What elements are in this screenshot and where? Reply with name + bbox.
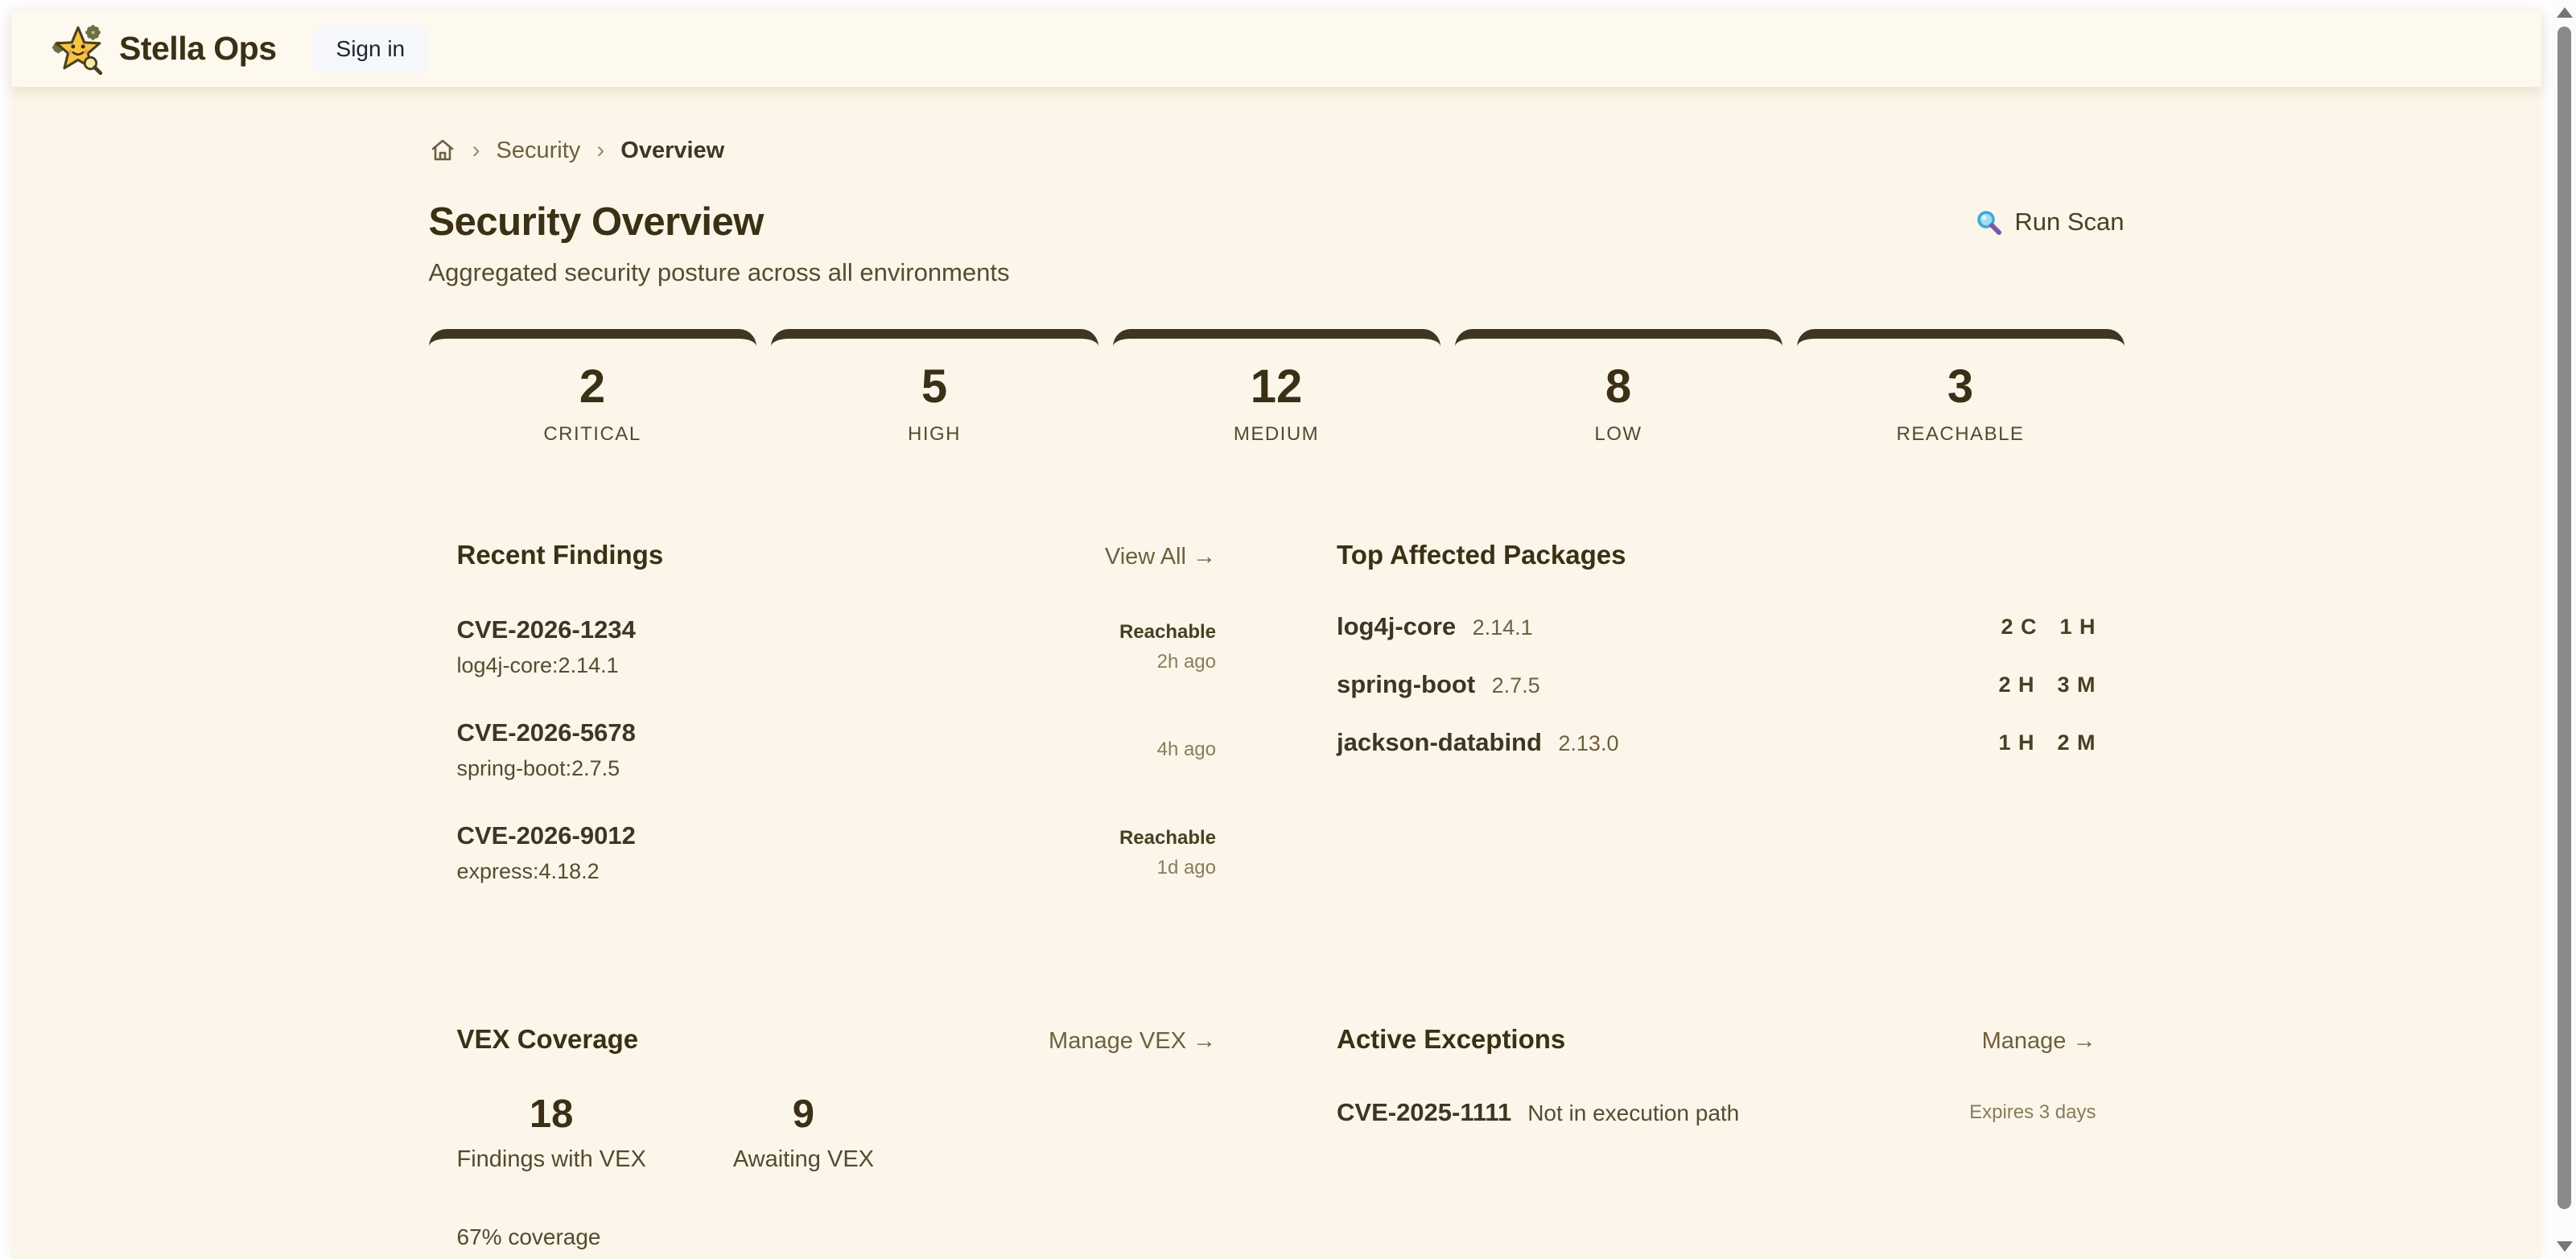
vex-stat-value: 9	[792, 1092, 815, 1136]
active-exceptions-panel	[1309, 1013, 2125, 1250]
top-packages-panel	[1309, 529, 2125, 924]
stat-label: LOW	[1594, 423, 1642, 445]
finding-status-badge: Reachable	[1119, 826, 1216, 849]
app-root	[11, 10, 2541, 1259]
stat-value: 12	[1250, 360, 1303, 413]
vex-stat-label: Findings with VEX	[456, 1146, 646, 1172]
recent-findings-title: Recent Findings	[456, 540, 664, 570]
breadcrumb-item-security[interactable]: Security	[496, 137, 581, 163]
active-exceptions-title: Active Exceptions	[1337, 1024, 1566, 1054]
vex-coverage-panel	[429, 1013, 1245, 1250]
finding-item[interactable]	[457, 821, 1217, 884]
manage-vex-link[interactable]: Manage VEX →	[1049, 1028, 1216, 1054]
finding-timestamp: 1d ago	[1156, 856, 1216, 878]
finding-package: spring-boot:2.7.5	[456, 756, 620, 780]
breadcrumb-separator: ›	[472, 137, 480, 163]
vex-stat-value: 18	[529, 1092, 574, 1136]
breadcrumb-item-overview: Overview	[620, 137, 725, 163]
finding-timestamp: 2h ago	[1156, 650, 1216, 673]
stat-value: 8	[1605, 360, 1632, 413]
finding-cve-id: CVE-2026-1234	[456, 615, 636, 644]
finding-cve-id: CVE-2026-5678	[456, 718, 636, 747]
stat-value: 3	[1947, 360, 1974, 413]
exception-expiry: Expires 3 days	[1969, 1101, 2096, 1123]
brand-name: Stella Ops	[119, 30, 277, 67]
main-content	[429, 137, 2125, 1250]
vex-coverage-title: VEX Coverage	[456, 1024, 639, 1054]
manage-exceptions-link[interactable]: Manage →	[1981, 1028, 2096, 1054]
stat-card-high	[771, 329, 1098, 451]
severity-stats-row	[429, 329, 2125, 451]
severity-count-badge: 1 H	[2059, 614, 2096, 639]
app-header	[11, 10, 2541, 87]
stat-card-reachable	[1797, 329, 2125, 451]
finding-package: log4j-core:2.14.1	[456, 653, 619, 677]
view-all-link[interactable]: View All →	[1104, 544, 1216, 570]
vex-coverage-header	[457, 1024, 1217, 1055]
finding-status-badge: Reachable	[1119, 620, 1216, 643]
exception-cve-id: CVE-2025-1111	[1337, 1098, 1512, 1126]
active-exceptions-header	[1337, 1024, 2096, 1055]
finding-package: express:4.18.2	[456, 859, 600, 883]
run-scan-button[interactable]	[1976, 208, 2124, 237]
page-subtitle: Aggregated security posture across all environments	[428, 258, 1010, 286]
exception-reason: Not in execution path	[1527, 1101, 1740, 1125]
exception-row[interactable]	[1337, 1098, 2096, 1127]
stat-label: CRITICAL	[543, 423, 641, 445]
severity-count-badge: 1 H	[1998, 730, 2035, 755]
stat-card-critical	[429, 329, 756, 451]
severity-count-badge: 2 M	[2057, 730, 2096, 755]
severity-count-badge: 2 H	[1998, 672, 2035, 697]
package-name: spring-boot	[1337, 670, 1476, 698]
packages-list	[1337, 612, 2096, 757]
recent-findings-header	[457, 540, 1217, 570]
stat-label: REACHABLE	[1896, 423, 2025, 445]
package-version: 2.13.0	[1558, 731, 1619, 755]
scrollbar-down-arrow-icon[interactable]	[2557, 1241, 2573, 1252]
package-version: 2.7.5	[1491, 673, 1540, 697]
title-row	[429, 200, 2125, 245]
stat-card-low	[1455, 329, 1783, 451]
vex-coverage-percentage: 67% coverage	[456, 1224, 601, 1249]
stat-value: 2	[579, 360, 606, 413]
scrollbar-up-arrow-icon[interactable]	[2557, 7, 2573, 18]
finding-item[interactable]	[457, 718, 1217, 781]
finding-timestamp: 4h ago	[1156, 739, 1216, 760]
top-packages-header	[1337, 540, 2096, 570]
package-version: 2.14.1	[1472, 615, 1533, 640]
findings-list	[457, 615, 1217, 884]
sign-in-button[interactable]: Sign in	[312, 26, 430, 72]
page-title: Security Overview	[428, 200, 764, 244]
vex-stats	[457, 1092, 1217, 1173]
package-row[interactable]	[1337, 612, 2096, 641]
home-icon[interactable]	[429, 137, 456, 164]
magnifier-icon	[1976, 209, 2002, 236]
finding-item[interactable]	[457, 615, 1217, 678]
stat-value: 5	[921, 360, 948, 413]
vex-stat-label: Awaiting VEX	[732, 1146, 875, 1172]
severity-count-badge: 3 M	[2057, 672, 2096, 697]
breadcrumb-separator: ›	[596, 137, 605, 163]
stella-ops-logo-icon	[52, 23, 105, 76]
package-name: jackson-databind	[1337, 728, 1542, 756]
top-packages-title: Top Affected Packages	[1337, 540, 1626, 570]
panel-grid	[429, 529, 2125, 1250]
recent-findings-panel	[429, 529, 1245, 924]
stat-card-medium	[1113, 329, 1440, 451]
vertical-scrollbar[interactable]	[2553, 0, 2576, 1259]
severity-count-badge: 2 C	[2001, 614, 2038, 639]
breadcrumb	[429, 137, 2125, 164]
run-scan-label: Run Scan	[2014, 208, 2125, 236]
stat-label: HIGH	[908, 423, 961, 445]
package-row[interactable]	[1337, 728, 2096, 757]
scrollbar-thumb[interactable]	[2557, 27, 2571, 1209]
brand	[52, 23, 277, 76]
package-row[interactable]	[1337, 670, 2096, 699]
finding-cve-id: CVE-2026-9012	[456, 821, 636, 850]
package-name: log4j-core	[1337, 612, 1457, 640]
stat-label: MEDIUM	[1233, 423, 1320, 445]
